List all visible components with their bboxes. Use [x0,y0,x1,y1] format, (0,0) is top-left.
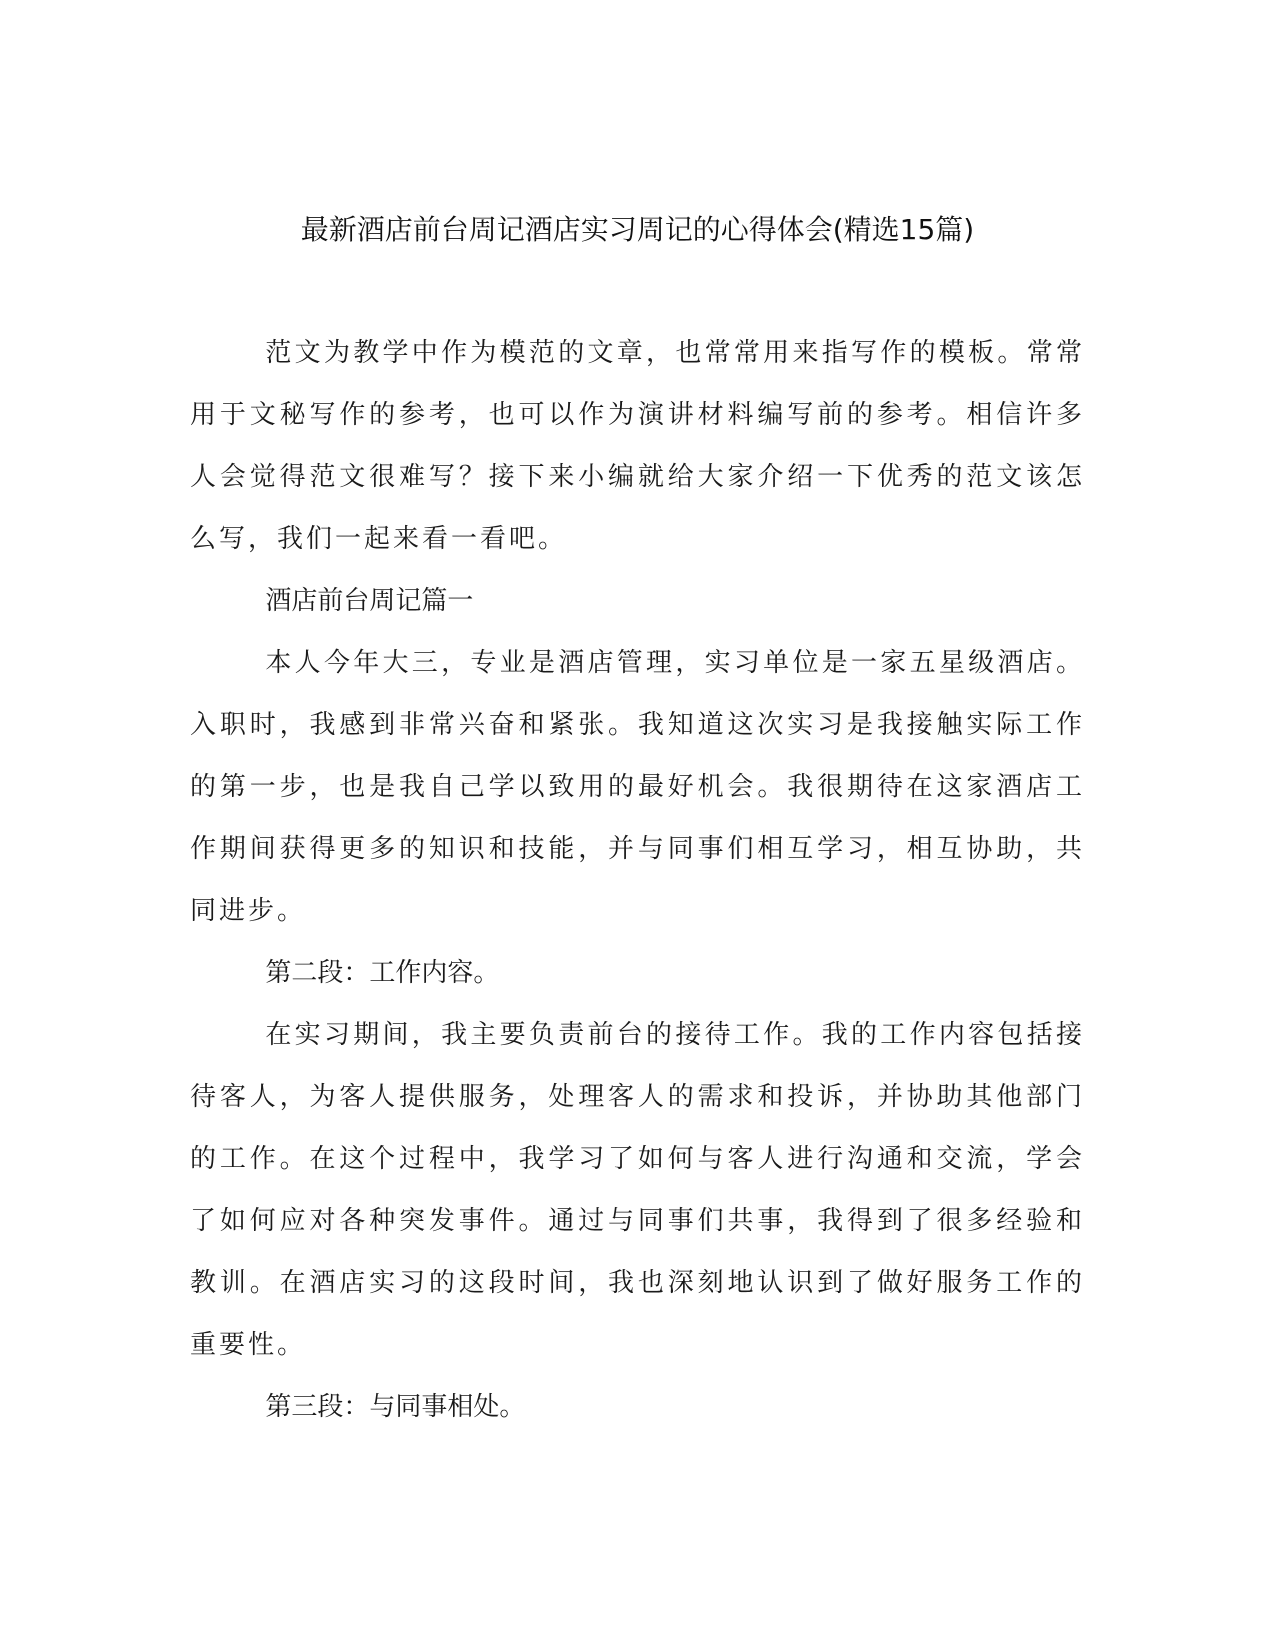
paragraph-work-content: 在实习期间，我主要负责前台的接待工作。我的工作内容包括接待客人，为客人提供服务，处理客人的需求和投诉，并协助其他部门的工作。在这个过程中，我学习了如何与客人进行沟通和交流，学会了如何应对各种突发事件。通过与同事们共事，我得到了很多经验和教训。在酒店实习的这段时间，我也深刻地认识到了做好服务工作的重要性。 [190,1020,1085,1360]
document-body [190,322,1085,1438]
document-title: 最新酒店前台周记酒店实习周记的心得体会(精选15篇) [300,213,975,246]
section-heading-work-content: 第二段：工作内容。 [265,958,500,988]
intro-paragraph: 范文为教学中作为模范的文章，也常常用来指写作的模板。常常用于文秘写作的参考，也可以作为演讲材料编写前的参考。相信许多人会觉得范文很难写？接下来小编就给大家介绍一下优秀的范文该怎么写，我们一起来看一看吧。 [190,338,1085,554]
section-heading-part-one: 酒店前台周记篇一 [265,586,474,616]
section-heading-colleagues: 第三段：与同事相处。 [265,1392,526,1422]
paragraph-first-impression: 本人今年大三，专业是酒店管理，实习单位是一家五星级酒店。入职时，我感到非常兴奋和紧张。我知道这次实习是我接触实际工作的第一步，也是我自己学以致用的最好机会。我很期待在这家酒店工作期间获得更多的知识和技能，并与同事们相互学习，相互协助，共同进步。 [190,648,1085,926]
